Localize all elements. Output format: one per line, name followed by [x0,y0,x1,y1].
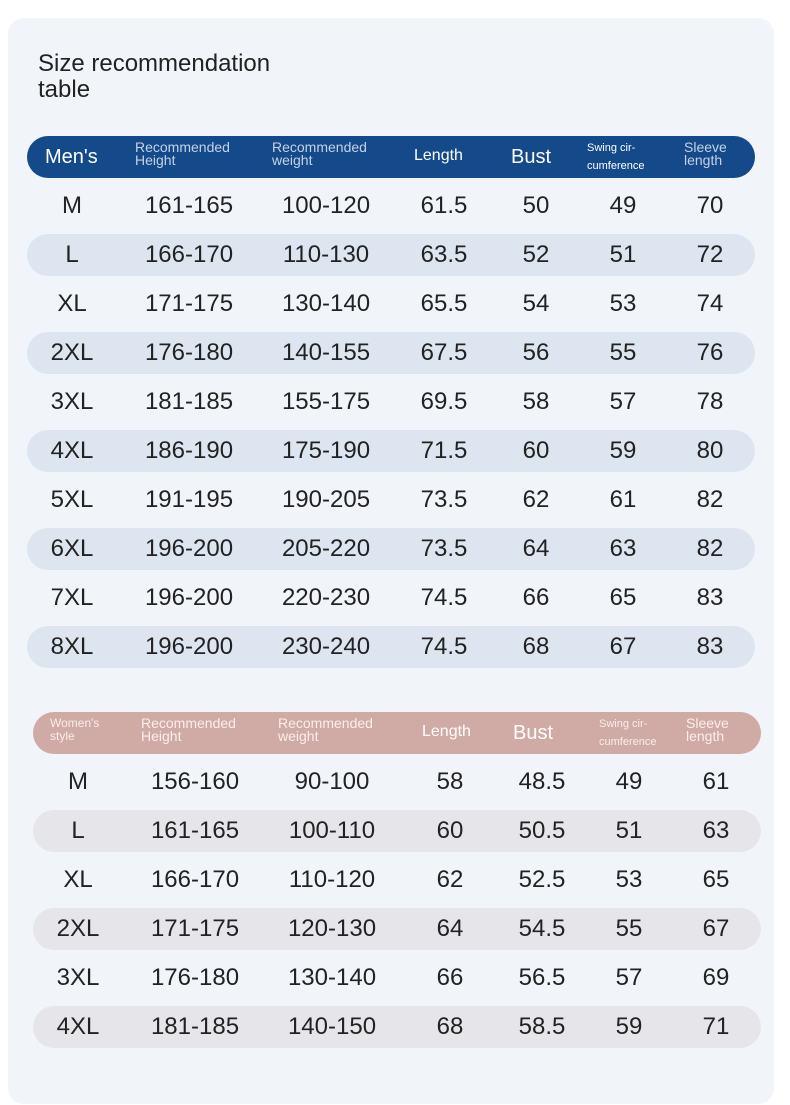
womens-header-style: Women's style [50,716,100,743]
table-row [33,908,761,950]
cell-swing: 61 [609,486,637,513]
cell-swing: 59 [615,1013,643,1040]
cell-height: 166-170 [150,866,240,893]
cell-swing: 67 [609,633,637,660]
cell-size: 8XL [50,633,94,660]
mens-header-row [27,136,755,178]
cell-height: 176-180 [150,964,240,991]
table-row [27,283,755,325]
cell-bust: 58.5 [518,1013,566,1040]
cell-weight: 100-110 [288,817,376,844]
table-row [33,957,761,999]
cell-size: 4XL [56,1013,100,1040]
womens-header-sleeve: Sleeve length [686,715,729,744]
cell-bust: 50.5 [518,817,566,844]
table-row [33,1006,761,1048]
table-row [27,381,755,423]
cell-length: 71.5 [420,437,468,464]
cell-sleeve: 63 [702,817,730,844]
cell-bust: 62 [522,486,550,513]
cell-weight: 205-220 [281,535,371,562]
cell-length: 74.5 [420,584,468,611]
cell-height: 181-185 [144,388,234,415]
cell-weight: 140-150 [287,1013,377,1040]
cell-length: 73.5 [420,486,468,513]
cell-size: L [65,241,79,268]
cell-height: 171-175 [144,290,234,317]
cell-sleeve: 61 [702,768,730,795]
womens-header-weight: Recommended weight [278,715,373,744]
cell-weight: 175-190 [281,437,371,464]
cell-size: 2XL [50,339,94,366]
table-row [27,479,755,521]
cell-sleeve: 80 [696,437,724,464]
table-row [27,528,755,570]
mens-header-height: Recommended Height [135,139,230,168]
mens-header-weight: Recommended weight [272,139,367,168]
cell-weight: 100-120 [281,192,371,219]
cell-weight: 155-175 [281,388,371,415]
womens-header-row [33,712,761,754]
cell-size: 3XL [50,388,94,415]
cell-length: 68 [436,1013,464,1040]
mens-header-swing: Swing cir- cumference [587,142,645,172]
page-title: Size recommendation table [38,50,271,103]
table-row [27,332,755,374]
cell-bust: 60 [522,437,550,464]
cell-sleeve: 70 [696,192,724,219]
cell-bust: 52 [522,241,550,268]
womens-header-swing: Swing cir- cumference [599,718,657,748]
cell-height: 196-200 [144,535,234,562]
table-row [33,859,761,901]
mens-size-table [27,136,755,668]
cell-bust: 56.5 [518,964,566,991]
cell-height: 196-200 [144,633,234,660]
cell-size: 2XL [56,915,100,942]
cell-size: L [71,817,85,844]
cell-sleeve: 76 [696,339,724,366]
cell-sleeve: 72 [696,241,724,268]
cell-bust: 54 [522,290,550,317]
womens-size-table [33,712,761,1048]
cell-weight: 120-130 [287,915,377,942]
cell-swing: 49 [615,768,643,795]
cell-length: 73.5 [420,535,468,562]
cell-height: 176-180 [144,339,234,366]
cell-length: 74.5 [420,633,468,660]
cell-bust: 68 [522,633,550,660]
cell-swing: 63 [609,535,637,562]
cell-size: 7XL [50,584,94,611]
cell-length: 69.5 [420,388,468,415]
cell-height: 191-195 [144,486,234,513]
cell-swing: 55 [615,915,643,942]
table-row [27,430,755,472]
cell-length: 67.5 [420,339,468,366]
cell-weight: 110-130 [282,241,370,268]
cell-sleeve: 74 [696,290,724,317]
cell-sleeve: 83 [696,584,724,611]
table-row [27,577,755,619]
mens-header-length: Length [414,147,463,164]
cell-sleeve: 67 [702,915,730,942]
cell-bust: 64 [522,535,550,562]
cell-weight: 130-140 [281,290,371,317]
cell-sleeve: 82 [696,535,724,562]
cell-bust: 48.5 [518,768,566,795]
cell-size: 4XL [50,437,94,464]
cell-height: 171-175 [150,915,240,942]
cell-swing: 55 [609,339,637,366]
cell-sleeve: 83 [696,633,724,660]
cell-height: 166-170 [144,241,234,268]
womens-header-bust: Bust [513,722,554,744]
cell-sleeve: 78 [696,388,724,415]
cell-swing: 57 [609,388,637,415]
cell-weight: 110-120 [288,866,376,893]
cell-weight: 220-230 [281,584,371,611]
cell-bust: 56 [522,339,550,366]
mens-rows [27,185,755,668]
womens-rows [33,761,761,1048]
cell-weight: 130-140 [287,964,377,991]
cell-size: 6XL [50,535,94,562]
cell-size: M [62,192,82,219]
cell-length: 65.5 [420,290,468,317]
cell-swing: 51 [609,241,637,268]
cell-length: 58 [436,768,464,795]
womens-header-height: Recommended Height [141,715,236,744]
cell-sleeve: 82 [696,486,724,513]
cell-bust: 58 [522,388,550,415]
cell-sleeve: 71 [702,1013,730,1040]
cell-weight: 140-155 [281,339,371,366]
cell-height: 156-160 [150,768,240,795]
cell-size: 3XL [56,964,100,991]
cell-swing: 53 [615,866,643,893]
cell-length: 62 [436,866,464,893]
cell-swing: 49 [609,192,637,219]
cell-swing: 59 [609,437,637,464]
mens-header-style: Men's [45,146,98,168]
cell-bust: 66 [522,584,550,611]
mens-header-sleeve: Sleeve length [684,139,727,168]
cell-size: XL [63,866,93,893]
table-row [33,761,761,803]
cell-swing: 51 [615,817,643,844]
cell-height: 161-165 [144,192,234,219]
cell-height: 186-190 [144,437,234,464]
cell-bust: 52.5 [518,866,566,893]
cell-weight: 190-205 [281,486,371,513]
cell-height: 196-200 [144,584,234,611]
cell-length: 61.5 [420,192,468,219]
cell-bust: 50 [522,192,550,219]
cell-height: 161-165 [150,817,240,844]
cell-length: 63.5 [420,241,468,268]
womens-header-length: Length [422,723,471,740]
cell-length: 60 [436,817,464,844]
table-row [33,810,761,852]
cell-bust: 54.5 [518,915,566,942]
cell-swing: 53 [609,290,637,317]
cell-swing: 65 [609,584,637,611]
cell-height: 181-185 [150,1013,240,1040]
cell-length: 66 [436,964,464,991]
cell-weight: 230-240 [281,633,371,660]
table-row [27,185,755,227]
table-row [27,626,755,668]
cell-sleeve: 65 [702,866,730,893]
cell-weight: 90-100 [294,768,370,795]
mens-header-bust: Bust [511,146,552,168]
cell-size: XL [57,290,87,317]
cell-sleeve: 69 [702,964,730,991]
cell-length: 64 [436,915,464,942]
table-row [27,234,755,276]
cell-size: 5XL [50,486,94,513]
cell-swing: 57 [615,964,643,991]
cell-size: M [68,768,88,795]
